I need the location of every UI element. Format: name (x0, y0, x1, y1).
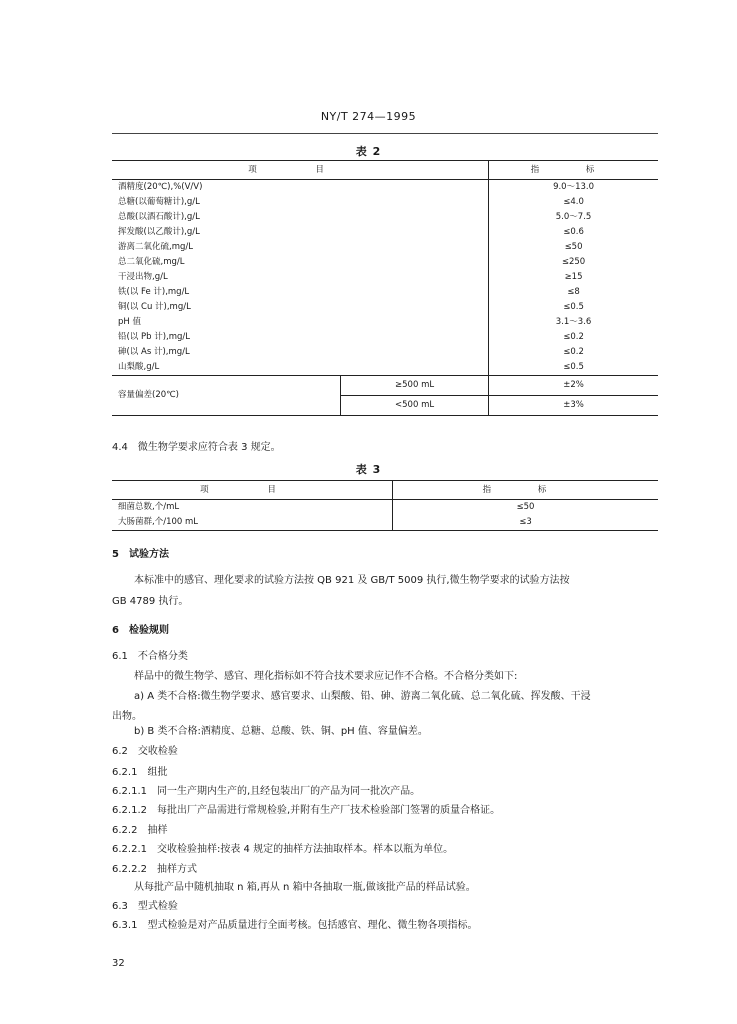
table2-capacity-label: 容量偏差(20℃) (112, 376, 341, 416)
section-6-2-2-2-text: 从每批产品中随机抽取 n 箱,再从 n 箱中各抽取一瓶,做该批产品的样品试验。 (134, 882, 476, 893)
table-row (112, 180, 658, 196)
table3-header-item: 项 目 (112, 481, 393, 500)
table-row (112, 225, 658, 240)
table2-item-cell: 挥发酸(以乙酸计),g/L (112, 225, 489, 240)
table2-value-cell: ≤250 (561, 257, 586, 267)
table3-caption: 表 3 (355, 463, 382, 476)
section-6-3: 6.3 型式检验 (112, 901, 178, 912)
section-5-heading: 5 试验方法 (112, 549, 169, 560)
table2-value-cell: ≤0.6 (563, 227, 584, 237)
section-6-1-b: b) B 类不合格:酒精度、总糖、总酸、铁、铜、pH 值、容量偏差。 (134, 726, 428, 737)
table2-header-index: 指 标 (489, 161, 658, 180)
table2-item-cell: 游离二氧化硫,mg/L (112, 240, 489, 255)
table2-value-cell: ≤4.0 (563, 197, 584, 207)
section-6-1-text: 样品中的微生物学、感官、理化指标如不符合技术要求应记作不合格。不合格分类如下: (134, 671, 518, 682)
table2-item-cell: pH 值 (112, 315, 489, 330)
table2-capacity-value: ±3% (489, 396, 658, 416)
table3-value-cell: ≤50 (516, 502, 535, 512)
table-row (112, 345, 658, 360)
table2-value-cell: ≤0.2 (563, 347, 584, 357)
section-6-1-a-line2: 出物。 (112, 711, 142, 722)
table2-value-cell: ≤0.5 (563, 302, 584, 312)
table2-value-cell: 9.0～13.0 (553, 182, 595, 192)
page-number: 32 (112, 958, 125, 969)
table2-item-cell: 总酸(以酒石酸计),g/L (112, 210, 489, 225)
section-6-2: 6.2 交收检验 (112, 746, 178, 757)
table2-caption: 表 2 (355, 145, 382, 158)
table3-header-index: 指 标 (393, 481, 659, 500)
table2-item-cell: 酒精度(20℃),%(V/V) (112, 180, 489, 196)
table2-header-item: 项 目 (112, 161, 489, 180)
table3-item-cell: 细菌总数,个/mL (112, 500, 393, 516)
table-row (112, 285, 658, 300)
table2-capacity-condition: <500 mL (341, 396, 489, 416)
table2-capacity-value: ±2% (489, 376, 658, 396)
section-5-para-line2: GB 4789 执行。 (112, 596, 189, 607)
section-6-heading: 6 检验规则 (112, 625, 169, 636)
table2-capacity-condition: ≥500 mL (341, 376, 489, 396)
section-6-1-a-line1: a) A 类不合格:微生物学要求、感官要求、山梨酸、铅、砷、游离二氧化硫、总二氧化硫、挥发酸、干浸 (134, 691, 591, 702)
table2-item-cell: 砷(以 As 计),mg/L (112, 345, 489, 360)
table-row (112, 270, 658, 285)
table3-item-cell: 大肠菌群,个/100 mL (112, 515, 393, 531)
table2-item-cell: 总二氧化硫,mg/L (112, 255, 489, 270)
section-5-para-line1: 本标准中的感官、理化要求的试验方法按 QB 921 及 GB/T 5009 执行,微生物学要求的试验方法按 (134, 575, 570, 586)
table2-value-cell: ≤50 (564, 242, 583, 252)
table2-item-cell: 铁(以 Fe 计),mg/L (112, 285, 489, 300)
table-row (112, 255, 658, 270)
table-3 (112, 480, 658, 531)
table-row (112, 376, 658, 396)
section-4-4: 4.4 微生物学要求应符合表 3 规定。 (112, 442, 281, 453)
table-row (112, 300, 658, 315)
section-6-2-2-1: 6.2.2.1 交收检验抽样:按表 4 规定的抽样方法抽取样本。样本以瓶为单位。 (112, 844, 454, 855)
table-row (112, 315, 658, 330)
table-row (112, 240, 658, 255)
table-row (112, 195, 658, 210)
section-6-3-1: 6.3.1 型式检验是对产品质量进行全面考核。包括感官、理化、微生物各项指标。 (112, 920, 478, 931)
table2-value-cell: ≤0.2 (563, 332, 584, 342)
table2-item-cell: 铜(以 Cu 计),mg/L (112, 300, 489, 315)
section-6-2-2: 6.2.2 抽样 (112, 825, 168, 836)
section-6-2-2-2: 6.2.2.2 抽样方式 (112, 864, 197, 875)
table3-value-cell: ≤3 (519, 517, 532, 527)
table2-item-cell: 干浸出物,g/L (112, 270, 489, 285)
section-6-2-1: 6.2.1 组批 (112, 767, 168, 778)
table-row (112, 330, 658, 345)
table2-item-cell: 山梨酸,g/L (112, 360, 489, 376)
section-6-1: 6.1 不合格分类 (112, 651, 188, 662)
table2-value-cell: ≤8 (567, 287, 580, 297)
section-6-2-1-1: 6.2.1.1 同一生产期内生产的,且经包装出厂的产品为同一批次产品。 (112, 786, 421, 797)
table-row (112, 360, 658, 376)
standard-code-header: NY/T 274—1995 (320, 110, 417, 123)
table2-item-cell: 总糖(以葡萄糖计),g/L (112, 195, 489, 210)
table2-value-cell: 5.0～7.5 (555, 212, 592, 222)
table-row (112, 210, 658, 225)
table-row (112, 515, 658, 531)
table2-value-cell: 3.1～3.6 (555, 317, 592, 327)
table-row (112, 500, 658, 516)
table2-value-cell: ≤0.5 (563, 362, 584, 372)
table2-value-cell: ≥15 (564, 272, 583, 282)
table-2 (112, 160, 658, 416)
header-rule (112, 133, 658, 134)
section-6-2-1-2: 6.2.1.2 每批出厂产品需进行常规检验,并附有生产厂技术检验部门签署的质量合格证。 (112, 805, 501, 816)
table2-item-cell: 铅(以 Pb 计),mg/L (112, 330, 489, 345)
